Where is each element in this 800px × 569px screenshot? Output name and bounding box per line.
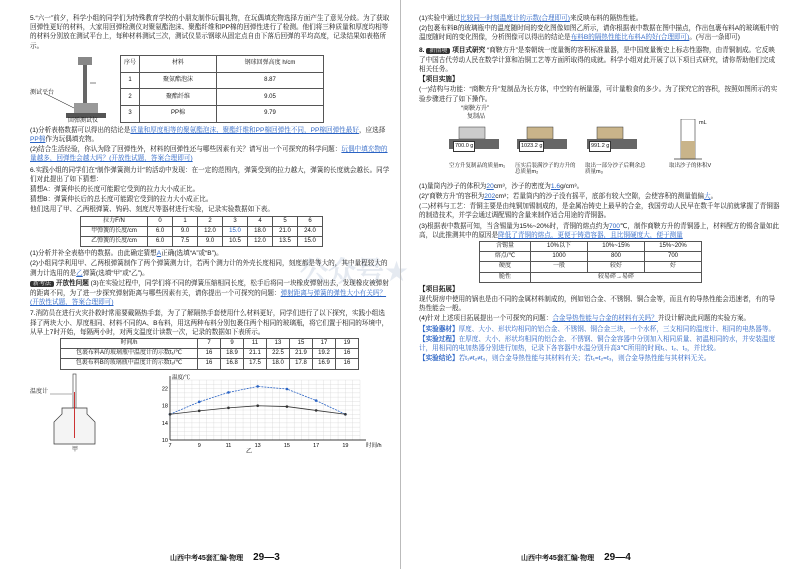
table-cell: 聚氨酯泡沫 (140, 72, 217, 89)
data-point-b (256, 404, 259, 407)
table-cell: 12.0 (248, 237, 273, 247)
table-cell: 9.0 (173, 226, 198, 236)
table-cell: 15 (290, 339, 313, 349)
a2-text2: cm³；若量筒内的沙子没有摇平，底部有较大空隙，会使容积的测量值偏 (495, 193, 705, 201)
table-row (61, 349, 359, 359)
plan-equipment-title: 【实验器材】 (419, 325, 459, 333)
q8-steps-figure (419, 105, 781, 181)
y-axis-label: 温度/℃ (172, 374, 191, 381)
table-row (480, 252, 702, 262)
x-tick-label: 13 (254, 442, 261, 449)
table-cell: 时间/h (61, 339, 198, 349)
table-cell: 脆性 (480, 272, 531, 282)
data-point-a (286, 387, 289, 390)
data-point-b (286, 405, 289, 408)
q6-p1-answer: A (156, 250, 162, 258)
q7-intro: 7.消防员在进行火灾扑救时常需要戴隔热手套，为了了解隔热手套使用什么材料更好，同学们进行了以下探究，实践小组选择了两块大小、厚度相同、材料不同的A、B布料，用这两种布料分别包裹住两个相同的玻璃瓶，将它们置于相同的环境中，从早上7时开始，每隔两小时，对两支温度计读数一次，记录的数据如下表所示。 (30, 310, 389, 336)
table-cell: 11 (244, 339, 267, 349)
x-tick-label: 15 (283, 442, 290, 449)
figure-label-b: 乙 (246, 448, 253, 455)
cylinder-unit: mL (699, 119, 707, 126)
q8-intro-text: “商鞅方升”是秦朝统一度量衡的容积标准量器，是中国度量衡史上标志性器物，由青铜制成。它反映了中国古代劳动人民在数学计算和冶铜工艺等方面所取得的成就。科学小组对此开展了以下项目式研究，请你帮助他们完成相关任务。 (419, 46, 776, 74)
a2-answer2: 大 (704, 193, 711, 201)
table-cell: 7.5 (173, 237, 198, 247)
mass-readout-2: 1023.2 g (519, 141, 544, 152)
table-cell: 拉力F/N (81, 216, 148, 226)
table-cell: 4 (248, 216, 273, 226)
q5-p1-text3: 作为玩偶填充物。 (45, 136, 99, 144)
thermometer-label: 温度计 (30, 388, 49, 395)
table-cell: 19 (336, 339, 359, 349)
q6-p1-text2: 正确(选填“A”或“B”)。 (161, 250, 223, 258)
q6-p2-text: (2)小组同学利用甲、乙两根弹簧制作了两个弹簧测力计，若两个测力计的外壳长度相同，刻度都是等大的，其中量程较大的测力计选用的是 (30, 260, 388, 277)
table-cell: 8.87 (217, 72, 324, 89)
q6-p3-answer: 弹射距离与弹簧的弹性大小有关吗？(开放性试题，答案合理即可) (30, 290, 387, 307)
a4-answer: 合金导热性能与合金的材料有关吗？ (552, 315, 658, 323)
q8-number: 8. (419, 46, 425, 54)
q7-figures (30, 372, 390, 456)
q8-a1 (419, 182, 781, 191)
table-cell: 21.0 (273, 226, 298, 236)
expand-text: 现代厨房中使用的锅也是由不同的金属材料制成的，例如铝合金、不锈钢、铜合金等，而且有的导热性能会迅速者，有的导热性能会一般。 (419, 296, 776, 313)
data-point-b (315, 409, 318, 412)
q8-a2 (419, 192, 781, 201)
table-cell: 12.0 (198, 226, 223, 236)
q5-figure-row (30, 53, 390, 123)
table-cell: 800 (588, 252, 645, 262)
a1-answer: 20 (486, 182, 494, 190)
q5-th-material: 材料 (140, 55, 217, 72)
tin-table (479, 241, 702, 283)
data-point-a (256, 385, 259, 388)
q8-intro (419, 46, 781, 75)
r2-text: (2)包裹布料B的玻璃瓶中的温度随时间的变化图像如图乙所示，请你根据表中数据在图中描点，作出包裹布料A的玻璃瓶中的温度随时间的变化图像，分析图像可以得出的结论是 (419, 25, 779, 42)
r-part1 (419, 14, 781, 23)
table-cell: 聚酯纤维 (140, 89, 217, 106)
new-method-tag: 新考法 (30, 281, 54, 287)
q6-p2-text2: 弹簧(选填“甲”或“乙”)。 (82, 269, 149, 277)
right-page (400, 0, 800, 569)
q6-part2 (30, 259, 390, 277)
rebound-device-figure (30, 53, 110, 123)
table-row (121, 89, 324, 106)
left-footer (170, 552, 280, 563)
watermark: 公众号★ (300, 256, 410, 287)
right-footer (521, 552, 631, 563)
table-cell: 6 (298, 216, 323, 226)
mass-readout-1: 700.0 g (453, 141, 475, 152)
q6-p3-text: (3)在实验过程中，同学们将不同的弹簧压缩相同长度，松手后将同一块橡皮弹射出去，发现橡皮被弹射的距离不同，为了进一步探究弹射距离与哪些因素有关，请你提出一个可探究的问题： (30, 279, 389, 298)
q6-part3 (30, 279, 390, 308)
r1-text2: 来反映布料的隔热性能。 (569, 15, 643, 22)
step2-label: 压实后装满沙子的方升的总质量m₂ (515, 162, 576, 176)
rebound-tester-icon (30, 53, 110, 123)
table-row (81, 226, 323, 236)
fig-sub: 复制品 (467, 113, 486, 120)
table-cell: 17.5 (244, 359, 267, 369)
r2-answer: 布料B的隔热性能比布料A的好(合理即可) (570, 34, 690, 42)
a2-text3: 。 (710, 193, 718, 201)
x-tick-label: 7 (168, 442, 172, 449)
table-cell: 10%~15% (588, 242, 645, 252)
q5-th-height: 钢球回弹高度 h/cm (217, 55, 324, 72)
data-point-b (198, 409, 201, 412)
data-point-a (227, 391, 230, 394)
plan-conclusion-text: 若t₁≠t₂≠t₃，则合金导热性能与其材料有关；若t₁=t₂=t₃，则合金导热性能与其材料无关。 (458, 355, 711, 363)
table-cell: 19.2 (313, 349, 336, 359)
table-cell: 17.8 (290, 359, 313, 369)
table-cell: 18.9 (221, 349, 244, 359)
r2-text2: 。(写出一条即可) (689, 34, 740, 42)
open-question-title: 开放性问题 (55, 279, 89, 287)
q5-table (120, 55, 324, 123)
q5-th-index: 序号 (121, 55, 140, 72)
table-cell: 好 (645, 262, 702, 272)
data-point-b (344, 413, 347, 416)
table-cell: 16.8 (221, 359, 244, 369)
table-cell: 9.05 (217, 89, 324, 106)
table-row (121, 72, 324, 89)
table-cell: 700 (645, 252, 702, 262)
q5-p2-answer: 玩偶中填充物的量越多，回弹性会越大吗？(开放性试题，答案合理即可) (30, 146, 388, 163)
q5-part1 (30, 126, 390, 144)
device-label-tester: 回弹测试仪 (68, 117, 99, 124)
q5-intro: 5.“六一”前夕，科学小组的同学们为特殊教育学校的小朋友制作玩偶礼物，在玩偶填充物选择方面产生了意见分歧。为了获取回弹性更好的材料，大家用回弹检测仪对聚氨酯泡沫、聚酯纤维和PP棉的回弹性进行了检测。他们将三种质量和厚度均相等的材料分别放在测试平台上，每种材料测试三次，测试仪显示钢球从固定点自由下落后回弹的平均高度，记录结果如表格所示。 (30, 15, 390, 50)
a3-answer2: 降低了青铜的熔点，更便于铸造容器，且比铜硬度大，便于测量 (498, 231, 683, 239)
table-cell: PP棉 (140, 106, 217, 123)
table-cell-answer: 15.0 (223, 226, 248, 236)
q8-materials: (二)材料与工艺：青铜主要是由纯铜加锡制成的，是金属冶铸史上最早的合金，我国劳动人民早在数千年以前就掌握了青铜器的制造技术，并学会通过调配锡的含量来制作适合用途的青铜器。 (419, 203, 780, 220)
table-cell: 2 (121, 89, 140, 106)
plan-conclusion-title: 【实验结论】 (419, 355, 459, 363)
q6-p2-answer: 乙 (76, 269, 83, 277)
r-part2 (419, 24, 781, 42)
table-cell: 2 (198, 216, 223, 226)
x-tick-label: 17 (313, 442, 320, 449)
table-cell: 1 (121, 72, 140, 89)
table-cell: 9.0 (198, 237, 223, 247)
fig-title: “商鞅方升” (461, 105, 489, 112)
step3-label: 取出一部分沙子后剩余总质量m₃ (585, 162, 646, 176)
step4-label: 取出沙子的体积V (669, 162, 712, 169)
x-tick-label: 19 (342, 442, 349, 449)
plan-conclusion (419, 354, 781, 363)
a1-text2: cm³，沙子的密度为 (493, 182, 551, 190)
table-cell: 13 (267, 339, 290, 349)
a2-text: (2)“商鞅方升”的容积为 (419, 193, 485, 201)
q6-part1 (30, 249, 390, 258)
data-point-b (227, 406, 230, 409)
a4-text2: 并设计解决此问题的实验方案。 (657, 315, 751, 323)
plan-process-title: 【实验过程】 (419, 335, 459, 343)
expand-heading: 【项目拓展】 (419, 285, 459, 293)
new-context-tag: 新情境 (426, 48, 450, 54)
footer-title: 山西中考45套汇编·物理 (521, 555, 595, 562)
table-cell: 较易碎→易碎 (531, 272, 702, 282)
y-tick-label: 18 (161, 403, 168, 410)
table-cell: 17 (313, 339, 336, 349)
table-cell: 16.9 (313, 359, 336, 369)
table-row (480, 242, 702, 252)
q5-p2-text: (2)结合生活经验，你认为除了回弹性外，材料的回弹性还与哪些因素有关？请写出一个可探究的科学问题： (30, 146, 342, 154)
y-tick-label: 22 (161, 386, 168, 393)
thermometer-bottle-figure (40, 372, 110, 454)
table-cell: 包裹布料A的玻璃瓶中温度计的示数t₁/℃ (61, 349, 198, 359)
table-cell: 24.0 (298, 226, 323, 236)
q6-p1-text: (1)分析并补全表格中的数据。由此确定猜想 (30, 250, 157, 258)
y-tick-label: 14 (161, 420, 168, 427)
a1-text: (1)量筒内沙子的体积为 (419, 182, 487, 190)
table-cell: 包裹布料B的玻璃瓶中温度计的示数t₂/℃ (61, 359, 198, 369)
table-cell: 6.0 (148, 226, 173, 236)
data-point-b (169, 413, 172, 416)
q6-exp: 他们选用了甲、乙两根弹簧、钩码、刻度尺等器材进行实验，记录实验数据如下表。 (30, 206, 274, 214)
r1-answer: 比较同一时刻温度计的示数(合理即可) (460, 15, 570, 22)
footer-page: 29—4 (604, 552, 631, 563)
table-cell: 9 (221, 339, 244, 349)
a1-text3: g/cm³。 (560, 182, 584, 190)
table-cell: 22.5 (267, 349, 290, 359)
table-cell: 硬度 (480, 262, 531, 272)
table-row (61, 339, 359, 349)
x-tick-label: 11 (225, 442, 232, 449)
table-cell: 一般 (531, 262, 588, 272)
a2-answer: 202 (484, 193, 496, 201)
table-cell: 16 (198, 359, 221, 369)
q8-structure: (一)结构与功能：“商鞅方升”复制品为长方体，中空的有柄量器，可计量粮食的多少。为了探究它的容积，按照如图所示的实验步骤进行了如下操作。 (419, 86, 778, 103)
a3-answer: 700 (608, 222, 620, 230)
table-cell: 21.9 (290, 349, 313, 359)
plan-equipment-text: 厚度、大小、形状均相同的铝合金、不锈钢、铜合金三块，一个水杯，三支相同的温度计、相同的电热器等。 (458, 325, 776, 333)
q5-p1-answer: 质量和厚度相等的聚氨酯泡沫、聚酯纤维和PP棉回弹性不同，PP棉回弹性最好 (130, 126, 359, 134)
table-cell: 13.5 (273, 237, 298, 247)
table-cell: 5 (273, 216, 298, 226)
q5-p1-text: (1)分析表格数据可以得出的结论是 (30, 126, 131, 134)
y-tick-label: 10 (161, 437, 168, 444)
footer-page: 29—3 (253, 552, 280, 563)
table-cell: 甲弹簧的长度/cm (81, 226, 148, 236)
q7-table (60, 338, 359, 370)
table-cell: 乙弹簧的长度/cm (81, 237, 148, 247)
table-cell: 熔点/℃ (480, 252, 531, 262)
table-row (81, 216, 323, 226)
table-cell: 3 (223, 216, 248, 226)
a1-answer2: 1.6 (550, 182, 561, 190)
table-cell: 16 (198, 349, 221, 359)
plan-equipment (419, 325, 781, 334)
table-cell: 16 (336, 349, 359, 359)
table-cell: 16 (336, 359, 359, 369)
table-cell: 18.0 (248, 226, 273, 236)
a3-text: (3)根据表中数据可知，当含锡量为15%~20%时，青铜的熔点约为 (419, 222, 609, 230)
r1-text: (1)实验中通过 (419, 15, 461, 22)
device-label-platform: 测试平台 (30, 89, 55, 96)
a3-text2: ℃，制作商鞅方升的青铜器上，材料配方的锡含量如此高，以此推测其中的原因是 (419, 222, 780, 239)
table-cell: 18.0 (267, 359, 290, 369)
table-row (121, 106, 324, 123)
q5-p1-answer2: PP棉 (30, 136, 46, 144)
x-tick-label: 9 (197, 442, 201, 449)
table-cell: 0 (148, 216, 173, 226)
q8-a3 (419, 222, 781, 240)
table-cell: 3 (121, 106, 140, 123)
table-cell: 21.1 (244, 349, 267, 359)
table-cell: 较好 (588, 262, 645, 272)
mass-readout-3: 991.2 g (589, 141, 611, 152)
table-cell: 1000 (531, 252, 588, 262)
q6-table (80, 216, 323, 248)
table-row (81, 237, 323, 247)
plan-process (419, 335, 781, 353)
q8-a4 (419, 314, 781, 323)
data-point-a (198, 400, 201, 403)
figure-label-a: 甲 (72, 446, 79, 453)
table-cell: 1 (173, 216, 198, 226)
q5-p1-text2: ，应选择 (358, 126, 386, 134)
impl-heading: 【项目实施】 (419, 76, 459, 84)
step1-label: 空方升复制品的质量m₁ (449, 162, 505, 169)
table-cell: 含锡量 (480, 242, 531, 252)
table-cell: 10%以下 (531, 242, 588, 252)
x-axis-label: 时间/h (366, 442, 382, 449)
table-row (480, 262, 702, 272)
table-row (480, 272, 702, 282)
data-point-a (315, 399, 318, 402)
table-row (61, 359, 359, 369)
table-cell: 15%~20% (645, 242, 702, 252)
table-cell: 15.0 (298, 237, 323, 247)
q6-guess-b: 猜想B：弹簧伸长后的总长度可能跟它受到的拉力大小成正比。 (30, 196, 213, 204)
table-cell: 9.79 (217, 106, 324, 123)
q6-intro: 6.实践小组的同学们在“制作弹簧测力计”的活动中发现：在一定的范围内，弹簧受到的拉力越大，弹簧的长度就会越长。同学们对此提出了如下猜想： (30, 166, 390, 183)
q6-guess-a: 猜想A：弹簧伸长的长度可能跟它受到的拉力大小成正比。 (30, 186, 200, 194)
table-cell: 6.0 (148, 237, 173, 247)
table-cell: 10.5 (223, 237, 248, 247)
plan-process-text: 在厚度、大小、形状均相同的铝合金、不锈钢、铜合金容器中分别加入相同质量、初温相同的水，并安装温度计，用相同的电加热器分别进行加热，记录下各容器中水温分别升高3℃所用的时间t₁、t₂、t₃，并比较。 (419, 335, 776, 353)
temperature-chart (130, 372, 390, 456)
table-cell: 7 (198, 339, 221, 349)
q8-title: 项目式研究 (452, 46, 486, 54)
footer-title: 山西中考45套汇编·物理 (170, 555, 244, 562)
a4-text: (4)针对上述项目拓展提出一个可探究的问题： (419, 315, 553, 323)
q5-part2 (30, 145, 390, 163)
